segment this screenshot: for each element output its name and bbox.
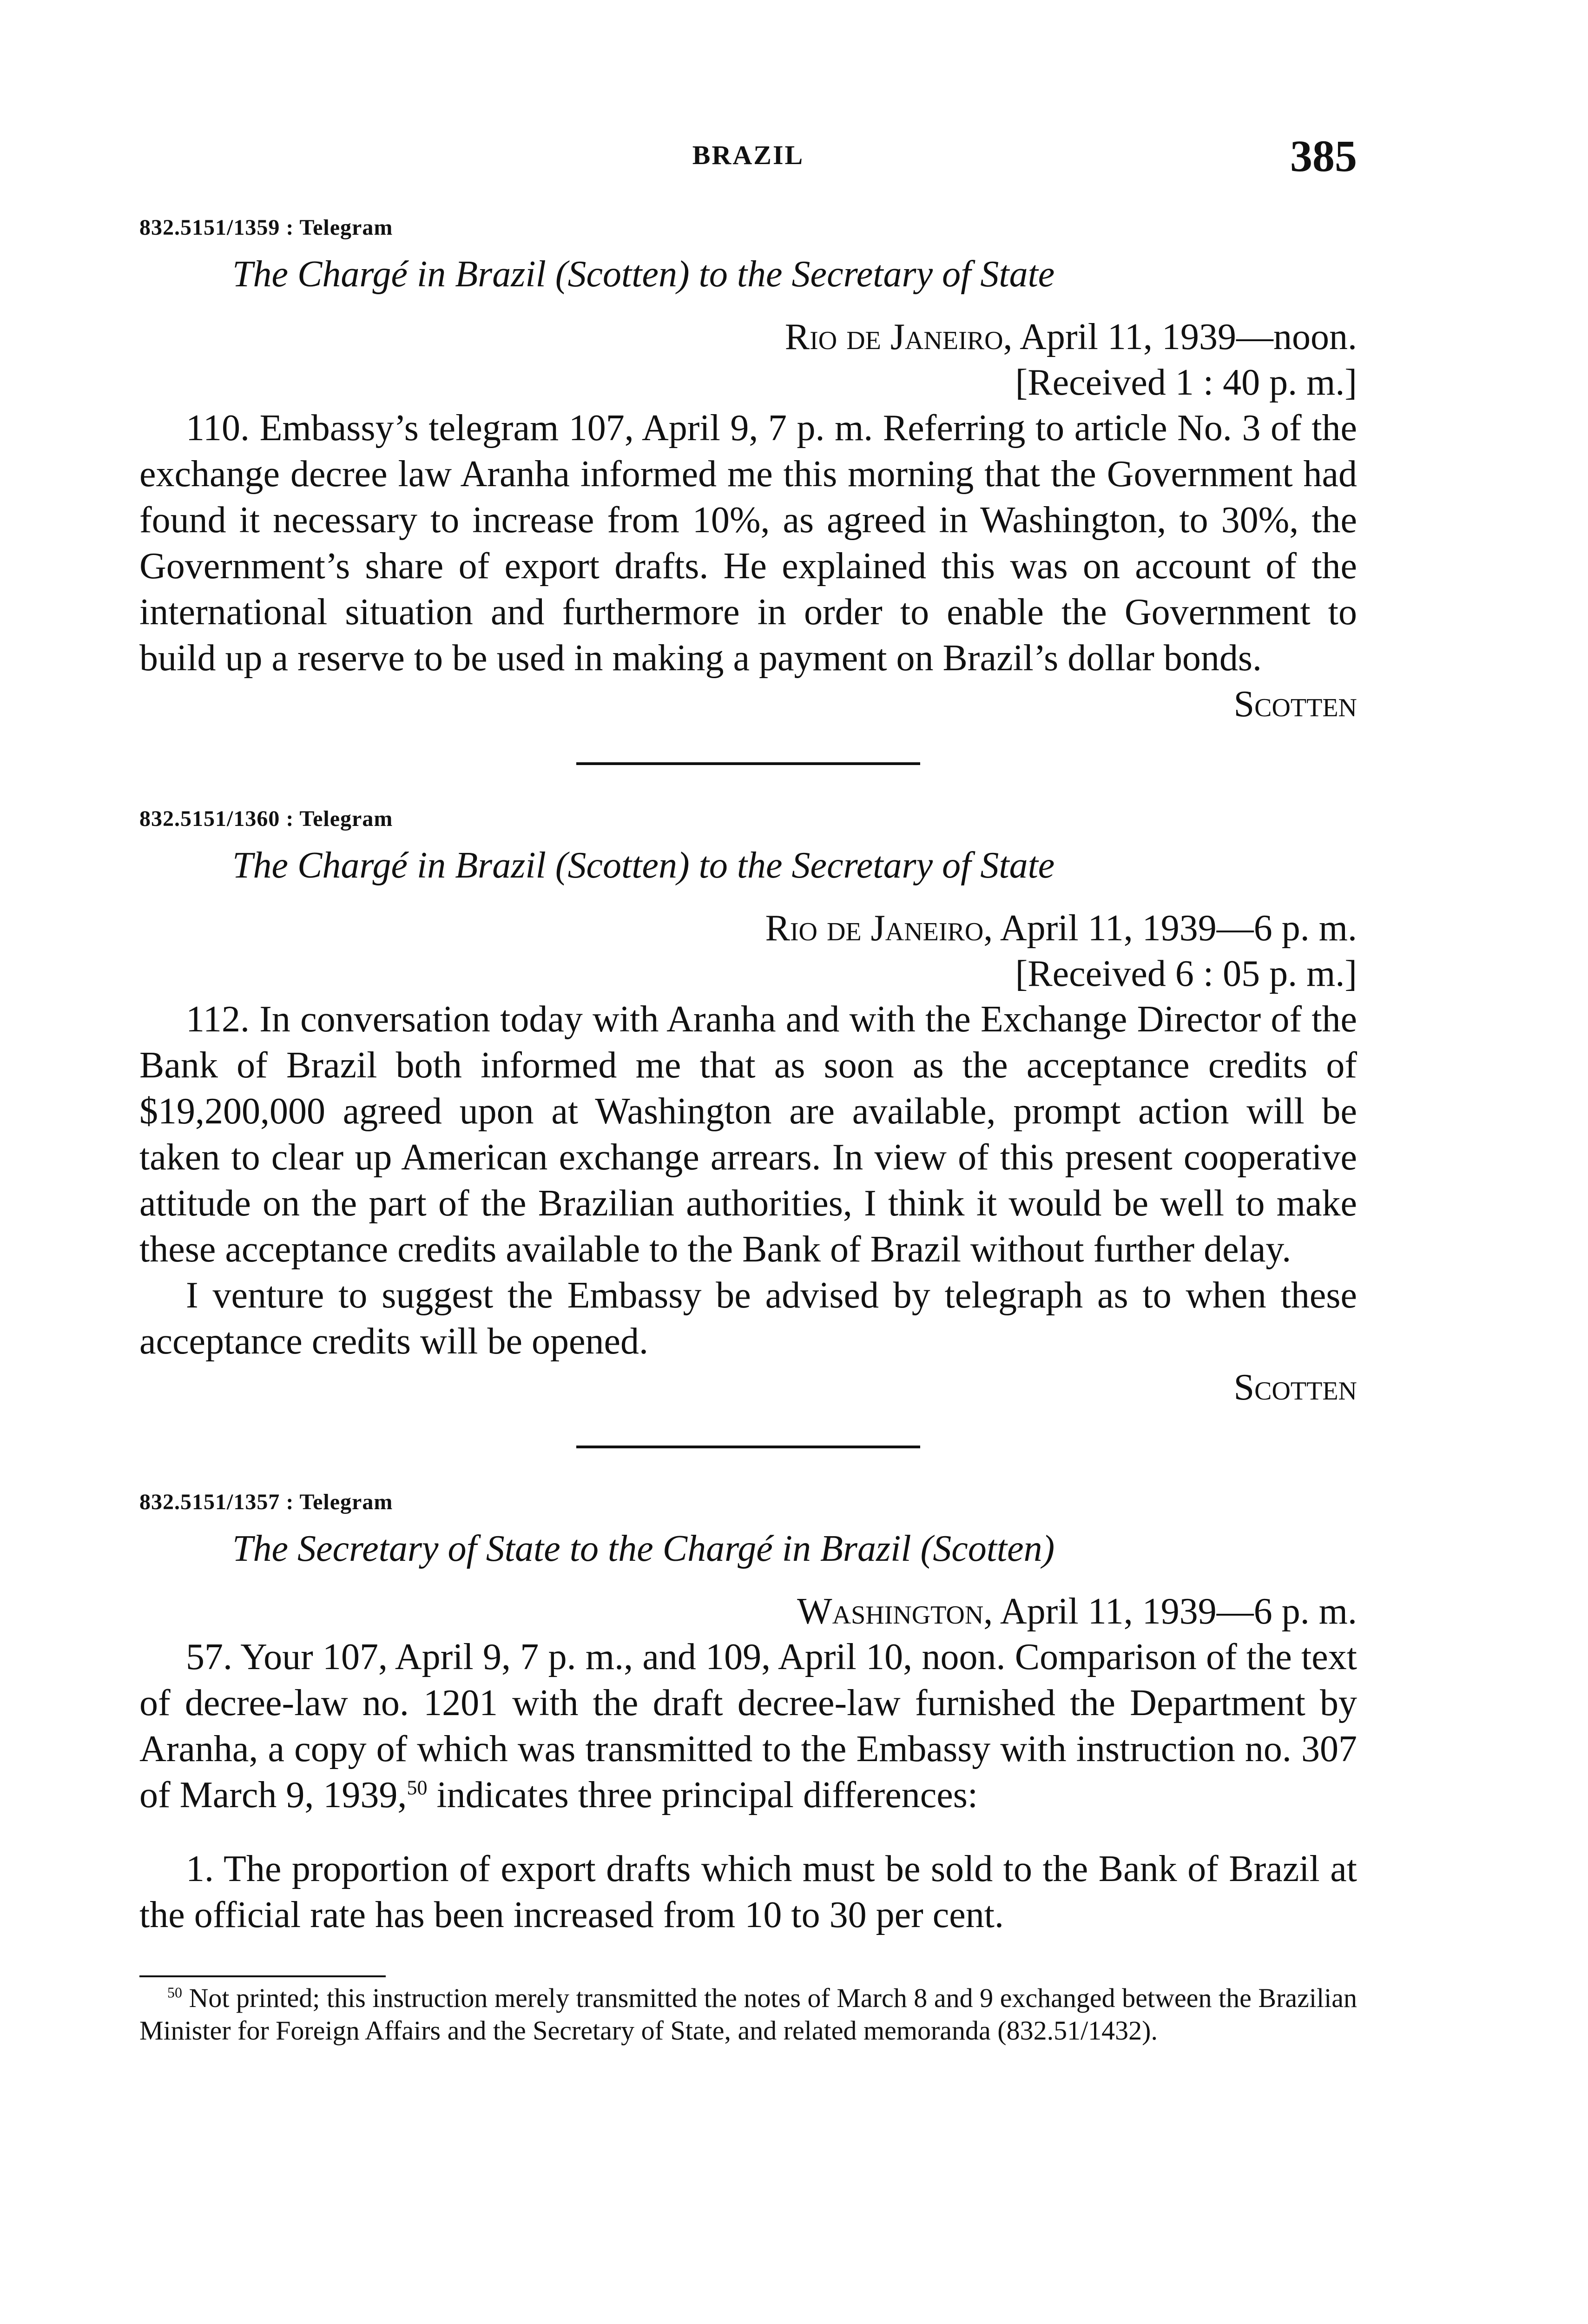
dateline [139,905,1357,997]
telegram-paragraph [139,1634,1357,1818]
telegram-2 [139,805,1357,1410]
footnote-rule [139,1975,386,1977]
dateline-place: Rio de Janeiro [784,317,1003,357]
dateline-date: , April 11, 1939—6 p. m. [983,1591,1357,1632]
dateline-place: Washington [797,1591,984,1632]
file-reference: 832.5151/1359 : Telegram [139,215,393,240]
file-reference: 832.5151/1357 : Telegram [139,1490,393,1514]
dateline [139,1589,1357,1634]
telegram-paragraph: I venture to suggest the Embassy be advised by telegraph as to when these acceptance credits will be opened. [139,1275,1357,1362]
section-divider [576,762,920,765]
running-header [139,131,1357,186]
footnote-mark: 50 [167,1984,182,2001]
file-reference: 832.5151/1360 : Telegram [139,806,393,831]
telegram-3 [139,1488,1357,1938]
paragraph-text: indicates three principal differences: [427,1775,978,1816]
telegram-title: The Secretary of State to the Chargé in Brazil (Scotten) [232,1528,1055,1569]
paragraph-text: 57. Your 107, April 9, 7 p. m., and 109, April 10, noon. Comparison of the text of decree-law no. 1201 with the draft decree-law furnished the Department by Aranha, a copy of which was transmitted to the Embassy with instruction no. 307 of March 9, 1939, [139,1637,1357,1816]
footnote-text: Not printed; this instruction merely transmitted the notes of March 8 and 9 exchanged between the Brazilian Minister for Foreign Affairs and the Secretary of State, and related memoranda (832.51/1432). [139,1983,1357,2046]
telegram-title: The Chargé in Brazil (Scotten) to the Secretary of State [232,254,1055,295]
received-note: [Received 1 : 40 p. m.] [1015,362,1357,403]
telegram-1 [139,214,1357,727]
list-item: 1. The proportion of export drafts which must be sold to the Bank of Brazil at the official rate has been increased from 10 to 30 per cent. [139,1849,1357,1935]
dateline-date: , April 11, 1939—noon. [1003,317,1357,357]
page-number: 385 [1290,131,1357,181]
document-page [139,131,1357,2074]
dateline-place: Rio de Janeiro [765,908,984,949]
running-title: BRAZIL [692,140,804,170]
section-divider [576,1446,920,1448]
footnote-reference: 50 [407,1776,428,1799]
dateline [139,314,1357,405]
signature: Scotten [1233,684,1357,725]
signature: Scotten [1233,1367,1357,1408]
telegram-title: The Chargé in Brazil (Scotten) to the Secretary of State [232,845,1055,886]
received-note: [Received 6 : 05 p. m.] [1015,953,1357,994]
telegram-paragraph: 110. Embassy’s telegram 107, April 9, 7 p. m. Referring to article No. 3 of the exchange decree law Aranha informed me this morning that the Government had found it necessary to increase from 10%, as agreed in Washington, to 30%, the Government’s share of export drafts. He explained this was on account of the international situation and furthermore in order to enable the Government to build up a reserve to be used in making a payment on Brazil’s dollar bonds. [139,408,1357,679]
telegram-paragraph: 112. In conversation today with Aranha and with the Exchange Director of the Bank of Brazil both informed me that as soon as the acceptance credits of $19,200,000 agreed upon at Washington are available, prompt action will be taken to clear up American exchange arrears. In view of this present cooperative attitude on the part of the Brazilian authorities, I think it would be well to make these acceptance credits available to the Bank of Brazil without further delay. [139,999,1357,1270]
footnote [139,1982,1357,2047]
dateline-date: , April 11, 1939—6 p. m. [983,908,1357,949]
